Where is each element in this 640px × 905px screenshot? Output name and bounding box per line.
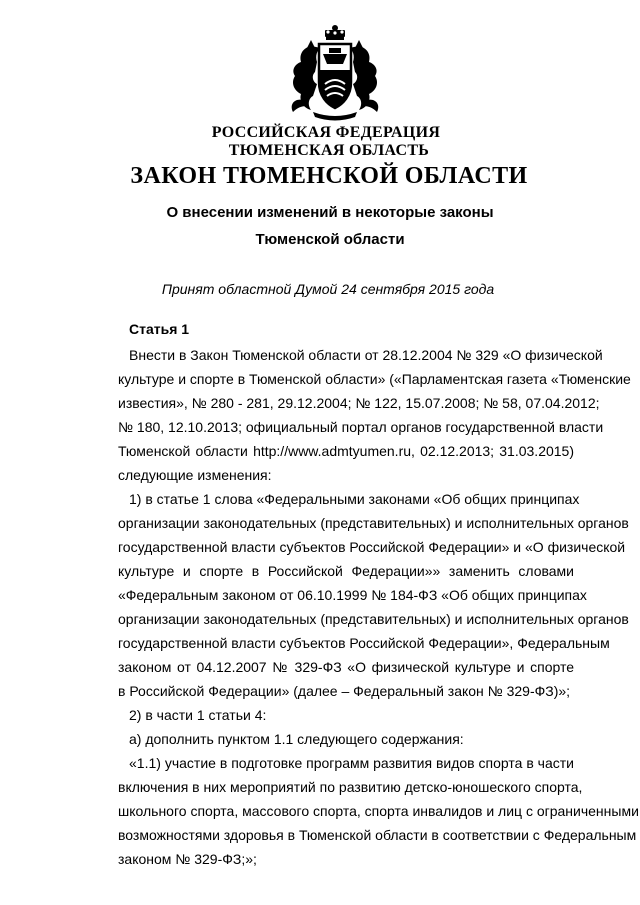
body-line: организации законодательных (представительных) и исполнительных органов bbox=[118, 515, 629, 531]
body-line: № 180, 12.10.2013; официальный портал органов государственной власти bbox=[118, 419, 604, 435]
body-line: известия», № 280 - 281, 29.12.2004; № 122, 15.07.2008; № 58, 07.04.2012; bbox=[118, 395, 600, 411]
body-line: законом № 329-ФЗ;»; bbox=[118, 851, 257, 867]
body-line: законом от 04.12.2007 № 329-ФЗ «О физической культуре и спорте bbox=[118, 659, 574, 675]
body-line: Тюменской области http://www.admtyumen.ru, 02.12.2013; 31.03.2015) bbox=[118, 443, 574, 459]
adoption-date-note: Принят областной Думой 24 сентября 2015 года bbox=[161, 281, 495, 297]
body-line: включения в них мероприятий по развитию детско-юношеского спорта, bbox=[118, 779, 583, 795]
body-line: организации законодательных (представительных) и исполнительных органов bbox=[118, 611, 629, 627]
body-line: 1) в статье 1 слова «Федеральными законами «Об общих принципах bbox=[129, 491, 580, 507]
body-line: «Федеральным законом от 06.10.1999 № 184-ФЗ «Об общих принципах bbox=[118, 587, 587, 603]
body-line: культуре и спорте в Российской Федерации»» заменить словами bbox=[118, 563, 574, 579]
body-line: а) дополнить пунктом 1.1 следующего содержания: bbox=[129, 731, 464, 747]
document-type-heading: ЗАКОН ТЮМЕНСКОЙ ОБЛАСТИ bbox=[130, 163, 528, 189]
body-line: в Российской Федерации» (далее – Федеральный закон № 329-ФЗ)»; bbox=[118, 683, 571, 699]
body-line: культуре и спорте в Тюменской области» («Парламентская газета «Тюменские bbox=[118, 371, 631, 387]
body-line: «1.1) участие в подготовке программ развития видов спорта в части bbox=[129, 755, 574, 771]
law-title-line-2: Тюменской области bbox=[255, 231, 405, 248]
article-heading: Статья 1 bbox=[129, 321, 190, 337]
body-line: возможностями здоровья в Тюменской области в соответствии с Федеральным bbox=[118, 827, 637, 843]
body-line: следующие изменения: bbox=[118, 467, 272, 483]
law-title-line-1: О внесении изменений в некоторые законы bbox=[166, 204, 494, 221]
country-heading: РОССИЙСКАЯ ФЕДЕРАЦИЯ bbox=[211, 124, 441, 141]
coat-of-arms-emblem bbox=[281, 24, 389, 124]
region-heading: ТЮМЕНСКАЯ ОБЛАСТЬ bbox=[228, 142, 430, 159]
body-line: школьного спорта, массового спорта, спорта инвалидов и лиц с ограниченными bbox=[118, 803, 639, 819]
body-line: 2) в части 1 статьи 4: bbox=[129, 707, 267, 723]
body-line: государственной власти субъектов Российской Федерации» и «О физической bbox=[118, 539, 626, 555]
body-line: Внести в Закон Тюменской области от 28.12.2004 № 329 «О физической bbox=[129, 347, 603, 363]
body-line: государственной власти субъектов Российской Федерации», Федеральным bbox=[118, 635, 610, 651]
